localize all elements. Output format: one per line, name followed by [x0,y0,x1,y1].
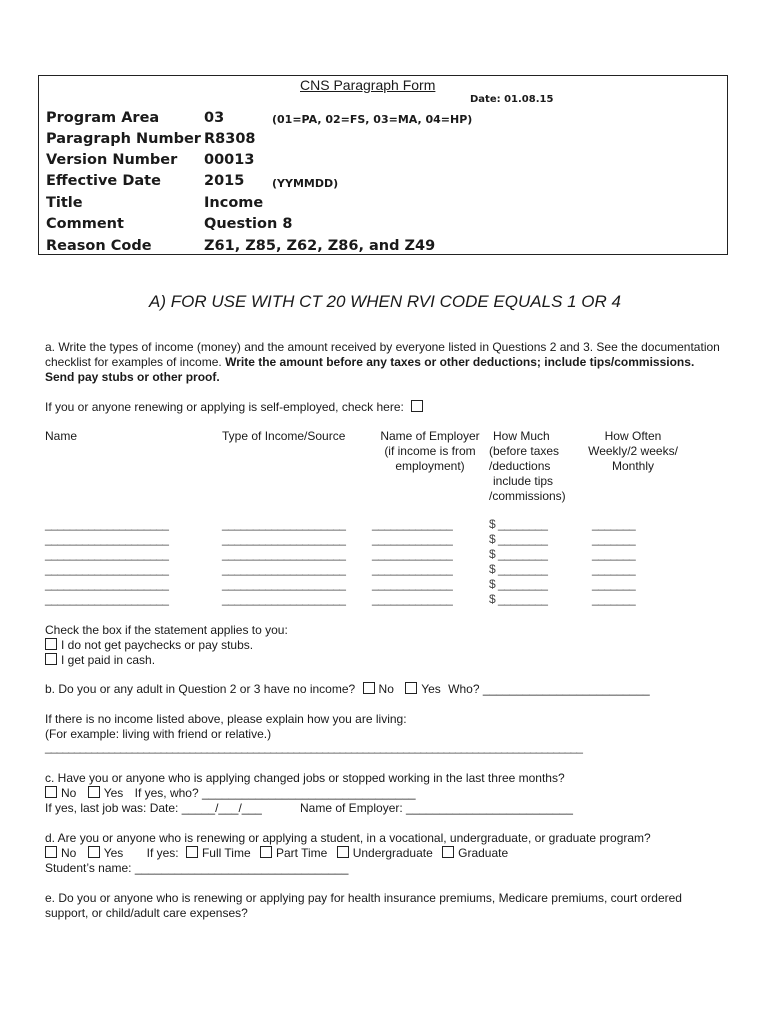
table-row-name-blank[interactable]: ____________________ [45,517,169,531]
table-row-type-blank[interactable]: ____________________ [222,592,346,606]
paid-cash-label: I get paid in cash. [61,653,156,667]
section-heading: A) FOR USE WITH CT 20 WHEN RVI CODE EQUALS 1 OR 4 [149,292,621,311]
col-header-how-much [489,429,566,504]
version-number-label: Version Number [46,152,178,168]
table-row-name-blank[interactable]: ____________________ [45,577,169,591]
undergraduate-label: Undergraduate [352,846,433,860]
col-header-how-much-line: (before taxes [489,444,560,458]
part-time-checkbox[interactable] [260,846,272,858]
check-intro: Check the box if the statement applies to you: [45,623,288,637]
section-b-explain-2: (For example: living with friend or relative.) [45,727,272,741]
program-area-value: 03 [204,110,225,126]
section-b-yes-label: Yes [421,682,441,696]
reason-code-label: Reason Code [46,238,152,254]
section-b-explain-line[interactable]: _____________________________________________________________________________________________ [45,740,582,754]
self-employed-row [45,400,427,414]
section-c-yes-label: Yes [103,786,124,800]
part-time-label: Part Time [276,846,328,860]
graduate-label: Graduate [458,846,509,860]
form-title: CNS Paragraph Form [300,77,436,93]
undergraduate-checkbox[interactable] [337,846,349,858]
section-c-row [45,786,416,800]
table-row-how-often-blank[interactable]: _______ [592,562,636,576]
table-row-employer-blank[interactable]: _____________ [372,562,453,576]
effective-date-note: (YYMMDD) [272,177,339,190]
table-row-how-often-blank[interactable]: _______ [592,532,636,546]
self-employed-label: If you or anyone renewing or applying is self-employed, check here: [45,400,404,414]
col-header-employer-line: (if income is from [384,444,476,458]
paid-cash-checkbox[interactable] [45,653,57,665]
col-header-name: Name [45,429,78,443]
table-row-employer-blank[interactable]: _____________ [372,592,453,606]
section-d-no-label: No [61,846,77,860]
effective-date-label: Effective Date [46,173,161,189]
section-b-row [45,682,650,696]
table-row-how-often-blank[interactable]: _______ [592,577,636,591]
version-number-value: 00013 [204,152,255,168]
col-header-how-often-line: Weekly/2 weeks/ [588,444,678,458]
col-header-employer [375,429,485,474]
col-header-how-often [583,429,683,474]
section-d-student-name: Student’s name: ________________________________ [45,861,349,875]
title-value: Income [204,195,264,211]
full-time-label: Full Time [201,846,251,860]
table-row-employer-blank[interactable]: _____________ [372,517,453,531]
form-date: Date: 01.08.15 [470,94,554,105]
table-row-type-blank[interactable]: ____________________ [222,547,346,561]
graduate-checkbox[interactable] [442,846,454,858]
comment-value: Question 8 [204,216,293,232]
no-paychecks-label: I do not get paychecks or pay stubs. [61,638,254,652]
table-row-name-blank[interactable]: ____________________ [45,532,169,546]
program-area-label: Program Area [46,110,160,126]
paragraph-number-label: Paragraph Number [46,131,201,147]
section-a-bold: Write the amount before any taxes or other deductions; include tips/commissions. Send pay stubs or other proof. [45,355,695,384]
table-row-how-often-blank[interactable]: _______ [592,547,636,561]
section-c-question: c. Have you or anyone who is applying changed jobs or stopped working in the last three months? [45,771,565,785]
col-header-how-often-line: Monthly [611,459,655,473]
section-d-question: d. Are you or anyone who is renewing or applying a student, in a vocational, undergraduate, or graduate program? [45,831,651,845]
table-row-type-blank[interactable]: ____________________ [222,577,346,591]
table-row-amount-blank[interactable]: $ ________ [489,532,548,546]
section-b-yes-checkbox[interactable] [405,682,417,694]
table-row-amount-blank[interactable]: $ ________ [489,577,548,591]
reason-code-value: Z61, Z85, Z62, Z86, and Z49 [204,238,436,254]
col-header-how-much-line: /commissions) [489,489,566,503]
table-row-type-blank[interactable]: ____________________ [222,562,346,576]
table-row-amount-blank[interactable]: $ ________ [489,562,548,576]
col-header-how-much-line: include tips [493,474,554,488]
col-header-how-often-line: How Often [604,429,662,443]
section-d-yes-checkbox[interactable] [88,846,100,858]
col-header-type: Type of Income/Source [222,429,346,443]
section-b-no-checkbox[interactable] [363,682,375,694]
table-row-how-often-blank[interactable]: _______ [592,517,636,531]
section-e-question: e. Do you or anyone who is renewing or applying pay for health insurance premiums, Medicare premiums, court ordered support, or child/adult care expenses? [45,891,682,920]
full-time-checkbox[interactable] [186,846,198,858]
section-d-yes-label: Yes [103,846,124,860]
section-d-row [45,846,508,860]
col-header-how-much-line: How Much [493,429,550,443]
self-employed-checkbox[interactable] [411,400,423,412]
section-d-if-yes: If yes: [146,846,179,860]
table-row-type-blank[interactable]: ____________________ [222,532,346,546]
effective-date-value: 2015 [204,173,245,189]
section-c-last-job: If yes, last job was: Date: _____/___/___ [45,801,262,815]
section-c-who: If yes, who? ________________________________ [134,786,416,800]
section-c-yes-checkbox[interactable] [88,786,100,798]
table-row-amount-blank[interactable]: $ ________ [489,547,548,561]
section-b-no-label: No [378,682,394,696]
section-c-employer: Name of Employer: _________________________ [300,801,573,815]
table-row-name-blank[interactable]: ____________________ [45,592,169,606]
title-label: Title [46,195,83,211]
table-row-how-often-blank[interactable]: _______ [592,592,636,606]
section-b-question: b. Do you or any adult in Question 2 or 3 have no income? [45,682,356,696]
col-header-employer-line: Name of Employer [380,429,480,443]
program-area-note: (01=PA, 02=FS, 03=MA, 04=HP) [272,113,473,126]
table-row-type-blank[interactable]: ____________________ [222,517,346,531]
no-paychecks-checkbox[interactable] [45,638,57,650]
section-a-text [45,340,725,385]
table-row-employer-blank[interactable]: _____________ [372,547,453,561]
col-header-employer-line: employment) [395,459,465,473]
check-item-no-paychecks [45,638,253,652]
comment-label: Comment [46,216,124,232]
section-c-no-checkbox[interactable] [45,786,57,798]
check-item-paid-cash [45,653,155,667]
col-header-how-much-line: /deductions [489,459,551,473]
section-d-no-checkbox[interactable] [45,846,57,858]
table-row-name-blank[interactable]: ____________________ [45,547,169,561]
table-row-amount-blank[interactable]: $ ________ [489,592,548,606]
paragraph-number-value: R8308 [204,131,256,147]
table-row-name-blank[interactable]: ____________________ [45,562,169,576]
section-b-who: Who? _________________________ [448,682,650,696]
table-row-employer-blank[interactable]: _____________ [372,532,453,546]
section-c-no-label: No [61,786,77,800]
table-row-amount-blank[interactable]: $ ________ [489,517,548,531]
section-b-explain-1: If there is no income listed above, please explain how you are living: [45,712,407,726]
section-a-intro: a. Write the types of income (money) and the amount received by everyone listed in Questions 2 and 3. See the documentation checklist for examples of income. [45,340,720,369]
table-row-employer-blank[interactable]: _____________ [372,577,453,591]
